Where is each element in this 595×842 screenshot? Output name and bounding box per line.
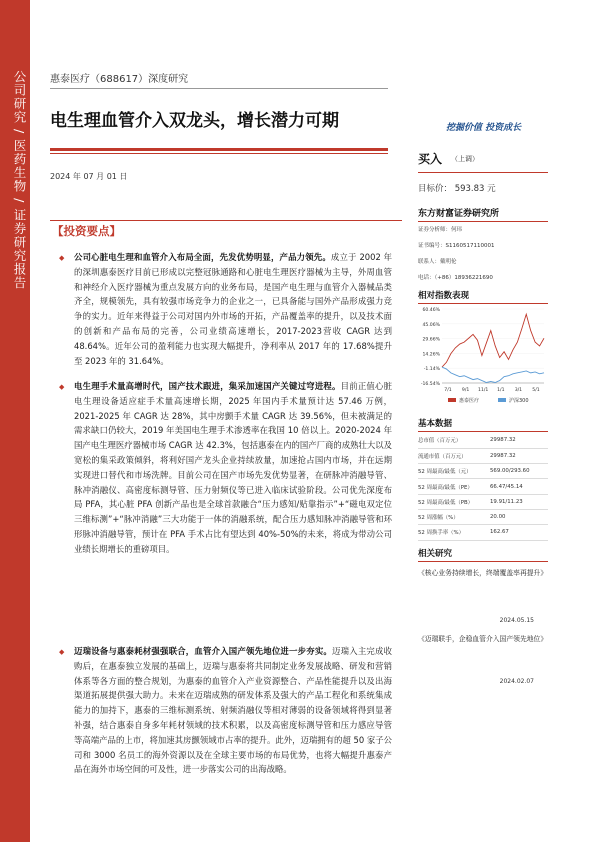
- related-research-title: 相关研究: [418, 547, 548, 562]
- row-value: 29987.32: [490, 448, 548, 463]
- key-point-body: 成立于 2002 年的深圳惠泰医疗目前已形成以完整冠脉通路和心脏电生理医疗器械为主导，外周血管和神经介入医疗器械为重点发展方向的业务布局，是国产电生理与血管介入器械品类齐全，规模领先，具有较强市场竞争力的企业之一，已具备能与国外产品形成强力竞争的实力。近年来得益于公司对国内外市场的开拓，产品覆盖率的提升，以及技术面的创新和产品布局的完善，公司业绩高速增长，2017-2023营收 CAGR 达到 48.64%。近年公司的盈利能力也实现大幅提升，净利率从 2017 年的 17.68%提升至 2023 年的 31.64%。: [74, 252, 393, 366]
- row-value: 29987.32: [490, 433, 548, 448]
- table-row: [418, 479, 548, 494]
- x-tick-label: 1/1: [497, 388, 505, 393]
- row-value: 162.67: [490, 525, 548, 540]
- series-line: [442, 367, 544, 382]
- bullet-diamond-icon: ◆: [59, 254, 65, 262]
- key-point-paragraph: [74, 250, 392, 368]
- y-tick-label: 45.06%: [422, 322, 440, 328]
- analyst-cert: 证书编号：S1160517110001: [418, 243, 495, 249]
- slogan: 挖掘价值 投资成长: [446, 123, 522, 133]
- report-date: 2024 年 07 月 01 日: [50, 172, 128, 181]
- legend-label: 沪深300: [509, 398, 529, 404]
- table-row: [418, 525, 548, 540]
- row-label: 流通市值（百万元）: [418, 448, 490, 463]
- key-point-paragraph: [74, 644, 392, 777]
- legend-label: 惠泰医疗: [459, 398, 480, 404]
- research-date: 2024.05.15: [499, 617, 534, 624]
- title-divider-thin: [50, 153, 388, 154]
- key-points-divider: [50, 220, 402, 221]
- table-row: [418, 433, 548, 448]
- table-row: [418, 448, 548, 463]
- header-divider: [50, 88, 388, 89]
- sidebar-band: [0, 0, 30, 842]
- key-point-lead: 电生理手术量高增时代，国产技术跟进，集采加速国产关键过穹进程。: [74, 381, 341, 391]
- key-point-lead: 迈瑞设备与惠泰耗材强强联合，血管介入国产领先地位进一步夯实。: [74, 646, 333, 656]
- research-link[interactable]: 《迈瑞联手，企稳血管介入国产领先地位》: [418, 635, 548, 643]
- row-label: 52 周最高/最低（PE）: [418, 479, 490, 494]
- bullet-diamond-icon: ◆: [59, 383, 65, 391]
- table-row: [418, 509, 548, 524]
- row-value: 20.00: [490, 509, 548, 524]
- rating-change: （上调）: [451, 155, 479, 163]
- relative-index-chart: [418, 305, 548, 413]
- key-point-paragraph: [74, 379, 392, 557]
- x-tick-label: 5/1: [532, 388, 540, 393]
- rating-label: 买入: [418, 152, 443, 166]
- x-tick-label: 3/1: [514, 388, 523, 393]
- analyst-name: 证券分析师：何玮: [418, 227, 463, 233]
- key-points-title: 【投资要点】: [52, 224, 121, 238]
- table-row: [418, 494, 548, 509]
- x-tick-label: 7/1: [444, 388, 452, 393]
- y-tick-label: 14.26%: [422, 352, 440, 358]
- contact-phone: 电话：（+86）18936221690: [418, 275, 493, 281]
- report-title: 电生理血管介入双龙头，增长潜力可期: [50, 111, 339, 131]
- research-date: 2024.02.07: [499, 678, 534, 685]
- y-tick-label: -16.54%: [420, 382, 440, 387]
- rating-divider: [418, 172, 548, 173]
- contact-name: 联系人：戴明伦: [418, 259, 457, 265]
- key-point-body: 迈瑞入主完成收购后，在惠泰独立发展的基础上，迈瑞与惠泰将共同制定业务发展战略、研发和营销体系等各方面的整合规划，为惠泰的血管介入产业资源整合、产品性能提升以及出海渠道拓展提供强大助力。未来在迈瑞成熟的研发体系及强大的产品工程化和系统集成能力的加持下，惠泰的三维标测系统、射频消融仪等相对薄弱的设备领域将得到显著补强，结合惠泰自身多年耗材领域的技术积累，以及高密度标测导管和压力感应导管等高端产品的上市，将加速其房颤领域市占率的提升。此外，迈瑞拥有的超 50 家子公司和 3000 名员工的海外资源以及在全球主要市场的布局优势，也将大幅提升惠泰产品在海外市场空间的可及性，进一步落实公司的出海战略。: [74, 646, 393, 775]
- chart-title: 相对指数表现: [418, 289, 548, 304]
- row-label: 52 周换手率（%）: [418, 525, 490, 540]
- row-label: 52 周最高/最低（PB）: [418, 494, 490, 509]
- series-line: [442, 314, 544, 367]
- x-tick-label: 9/1: [461, 388, 470, 393]
- x-tick-label: 11/1: [478, 388, 489, 393]
- legend-swatch: [448, 398, 456, 402]
- row-value: 19.91/11.23: [490, 494, 548, 509]
- row-label: 52 周涨幅（%）: [418, 509, 490, 524]
- basic-data-title: 基本数据: [418, 417, 548, 432]
- broker-name: 东方财富证券研究所: [418, 206, 548, 222]
- y-tick-label: -1.14%: [423, 367, 440, 373]
- row-value: 569.00/293.60: [490, 464, 548, 479]
- table-row: [418, 464, 548, 479]
- sidebar-category: 公司研究 / 医药生物 / 证券研究报告: [12, 70, 27, 290]
- row-label: 52 周最高/最低（元）: [418, 464, 490, 479]
- key-point-body: 目前正值心脏电生理设备适应症手术量高速增长期，2025 年国内手术量预计达 57.46 万例，2021-2025 年 CAGR 达 28%，其中房颤手术量 CAGR 达 39.56%，但未被满足的需求缺口仍较大，2019 年美国电生理手术渗透率在我国 10 倍以上。2020-2024 年国产电生理医疗器械市场 CAGR 达 42.3%，包括惠泰在内的国产厂商的成熟壮大以及宽松的集采政策倾斜，将利好国产龙头企业持续放量，加速抢占国内市场，并在远期实现进口替代和市场洗牌。目前公司在国产市场先发优势显著，在研脉冲消融导管、脉冲消融仪、高密度标测导管、压力射频仪等已进入临床试验阶段。公司优先深度布局 PFA，其心脏 PFA 创新产品也是全球首款融合“压力感知/贴靠指示”+“磁电双定位三维标测”+“脉冲消融”三大功能于一体的消融系统，配合压力感知脉冲消融导管和环形脉冲消融导管，预计在 PFA 手术占比有望达到 40%-50%的未来，将成为带动公司业绩长期增长的重磅项目。: [74, 381, 393, 554]
- bullet-diamond-icon: ◆: [59, 648, 65, 656]
- key-point-lead: 公司心脏电生理和血管介入布局全面，先发优势明显，产品力领先。: [74, 252, 331, 262]
- title-divider: [50, 148, 388, 151]
- legend-swatch: [498, 398, 506, 402]
- research-link[interactable]: 《核心业务持续增长，终端覆盖率再提升》: [418, 569, 548, 577]
- row-label: 总市值（百万元）: [418, 433, 490, 448]
- report-company: 惠泰医疗（688617）深度研究: [50, 74, 189, 85]
- y-tick-label: 29.66%: [422, 337, 440, 343]
- basic-data-table: [418, 433, 548, 541]
- target-price: 目标价： 593.83 元: [418, 184, 496, 194]
- row-value: 66.47/45.14: [490, 479, 548, 494]
- y-tick-label: 60.46%: [422, 308, 440, 313]
